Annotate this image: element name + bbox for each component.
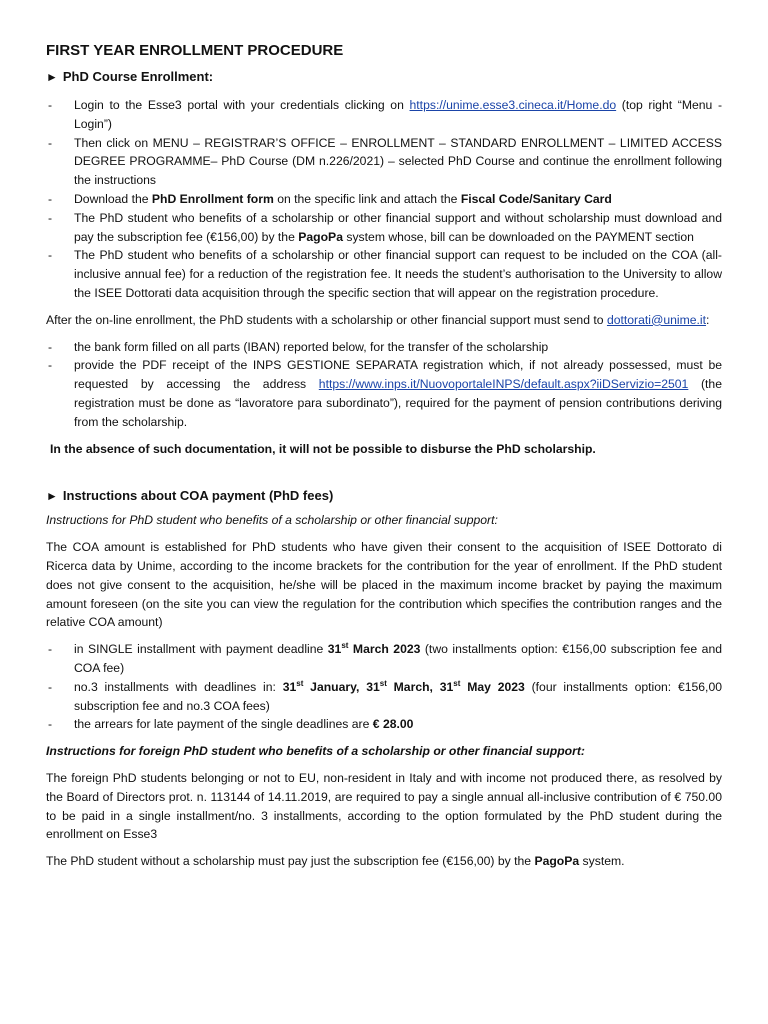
list-item: - the bank form filled on all parts (IBAN) reported below, for the transfer of the scholarship [46,338,722,357]
list-item: - Then click on MENU – REGISTRAR’S OFFICE – ENROLLMENT – STANDARD ENROLLMENT – LIMITED ACCESS DEGREE PROGRAMME– PhD Course (DM n.226/2021) – selected PhD Course and continue the enrollment following the instructions [46,134,722,190]
foreign-paragraph: The foreign PhD students belonging or not to EU, non-resident in Italy and with income not produced there, as resolved by the Board of Directors prot. n. 113144 of 14.11.2019, are required to pay a single annual all-inclusive contribution of € 750.00 to be paid in a single installment/no. 3 installments, according to the option formulated by the PhD student during the enrollment on Esse3 [46,770,722,842]
inps-link[interactable]: https://www.inps.it/NuovoportaleINPS/default.aspx?iiDServizio=2501 [318,377,689,392]
spacer [46,466,722,488]
list-item: - provide the PDF receipt of the INPS GESTIONE SEPARATA registration which, if not already possessed, must be requested by accessing the address https://www.inps.it/NuovoportaleINPS/default.aspx?iiDServizio=2501 (the registration must be done as “lavoratore para subordinato”), required for the payment of pension contributions deriving from the scholarship. [46,356,722,431]
coa-intro: Instructions for PhD student who benefits of a scholarship or other financial support: [46,513,498,528]
list-item: - Download the PhD Enrollment form on the specific link and attach the Fiscal Code/Sanitary Card [46,190,722,209]
warning-text: In the absence of such documentation, it will not be possible to disburse the PhD scholarship. [50,441,596,456]
foreign-heading: Instructions for foreign PhD student who benefits of a scholarship or other financial support: [46,744,585,759]
arrow-icon: ► [46,489,58,504]
list-item: - in SINGLE installment with payment deadline 31st March 2023 (two installments option: €156,00 subscription fee and COA fee) [46,640,722,678]
list-item: - the arrears for late payment of the single deadlines are € 28.00 [46,715,722,734]
document-page [46,42,722,879]
documents-list [46,338,722,432]
page-title: FIRST YEAR ENROLLMENT PROCEDURE [46,42,344,59]
arrow-icon: ► [46,70,58,84]
enrollment-steps-list [46,96,722,303]
list-item: - no.3 installments with deadlines in: 31st January, 31st March, 31st May 2023 (four installments option: €156,00 subscription fee and no.3 COA fees) [46,678,722,716]
list-item: - Login to the Esse3 portal with your credentials clicking on https://unime.esse3.cineca.it/Home.do (top right “Menu - Login”) [46,96,722,134]
esse3-link[interactable]: https://unime.esse3.cineca.it/Home.do [409,98,617,112]
section-heading-text: PhD Course Enrollment: [62,69,214,84]
dottorati-email-link[interactable]: dottorati@unime.it [606,312,707,327]
no-scholarship-paragraph: The PhD student without a scholarship must pay just the subscription fee (€156,00) by the PagoPa system. [46,854,625,869]
after-enrollment-paragraph: After the on-line enrollment, the PhD students with a scholarship or other financial support must send to dottorati@unime.it: [46,312,710,327]
section-heading-text: Instructions about COA payment (PhD fees) [62,488,334,504]
list-item: - The PhD student who benefits of a scholarship or other financial support and without scholarship must download and pay the subscription fee (€156,00) by the PagoPa system whose, bill can be downloaded on the PAYMENT section [46,209,722,247]
coa-paragraph: The COA amount is established for PhD students who have given their consent to the acquisition of ISEE Dottorato di Ricerca data by Unime, according to the income brackets for the contribution for the year of enrollment. If the PhD student does not give consent to the acquisition, he/she will be placed in the maximum income bracket by paying the maximum amount foreseen (on the site you can view the regulation for the contribution which specifies the contribution ranges and the relative COA amount) [46,540,722,630]
section-heading-coa [46,488,722,503]
section-heading-enrollment [46,69,722,84]
list-item: - The PhD student who benefits of a scholarship or other financial support can request to be included on the COA (all-inclusive annual fee) for a reduction of the registration fee. It needs the student’s authorisation to the University to allow the ISEE Dottorati data acquisition through the specific section that will appear on the registration procedure. [46,246,722,302]
installments-list [46,640,722,734]
